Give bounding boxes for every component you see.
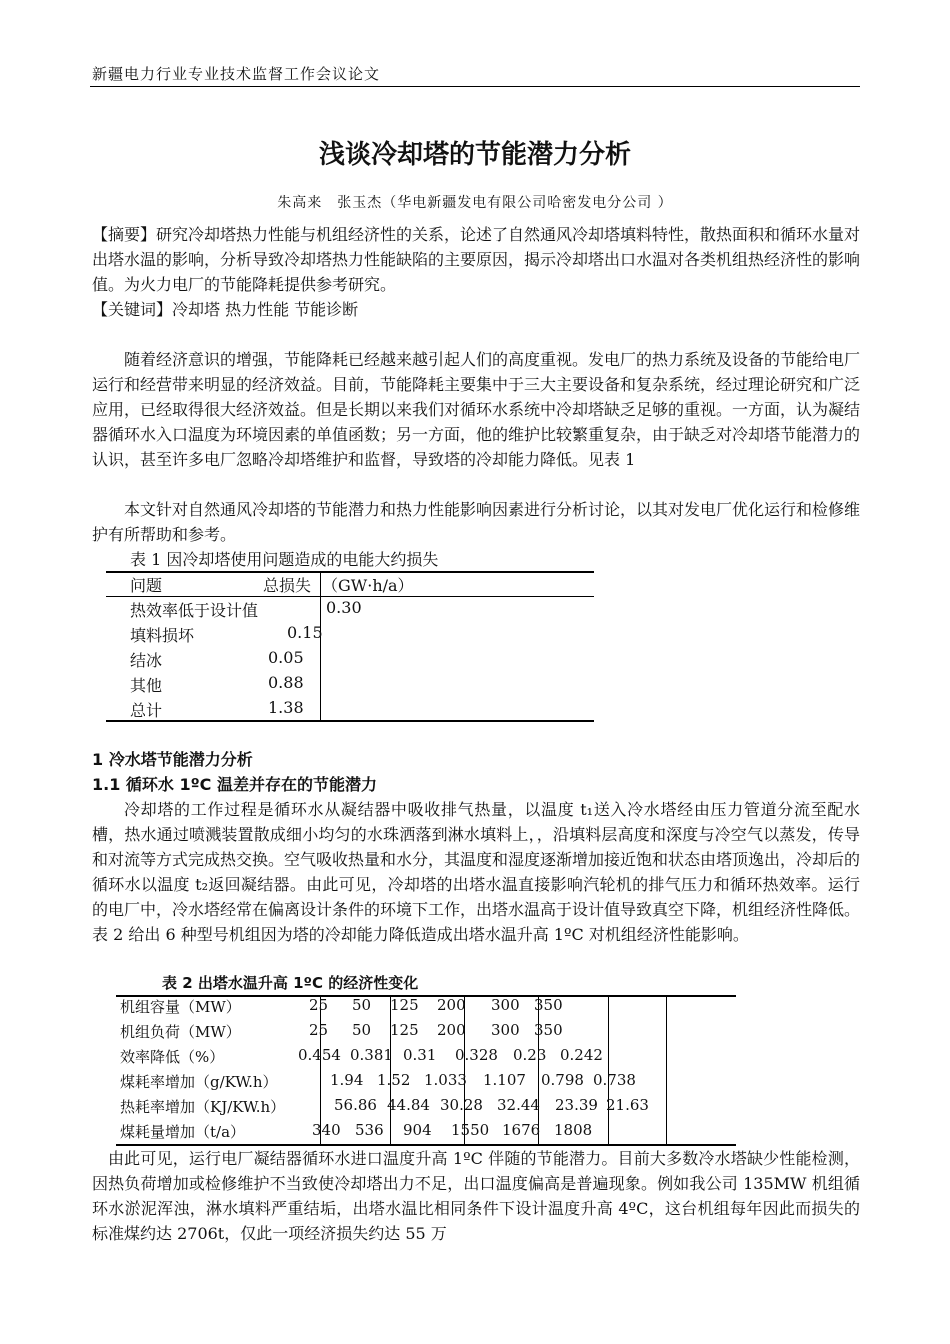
keywords: 【关键词】冷却塔 热力性能 节能诊断 bbox=[92, 300, 359, 319]
table-2-cell: 32.44 bbox=[497, 1096, 540, 1114]
table-2-cell: 1.94 bbox=[330, 1071, 364, 1089]
table-1-row-label: 总计 bbox=[130, 701, 163, 720]
section-1-heading: 1 冷水塔节能潜力分析 bbox=[92, 750, 253, 769]
table-2-cell: 25 bbox=[309, 1021, 329, 1039]
table-2-cell: 0.31 bbox=[403, 1046, 437, 1064]
table-1-col-loss: 总损失 bbox=[263, 576, 312, 595]
table-2-cell: 25 bbox=[309, 996, 329, 1014]
body-paragraph-1: 冷却塔的工作过程是循环水从凝结器中吸收排气热量，以温度 t₁送入冷水塔经由压力管道分流至配水槽，热水通过喷溅装置散成细小均匀的水珠洒落到淋水填料上，，沿填料层高度和深度与冷空气以蒸发，传导和对流等方式完成热交换。空气吸收热量和水分，其温度和湿度逐渐增加接近饱和状态由塔顶逸出，冷却后的循环水以温度 t₂返回凝结器。由此可见，冷却塔的出塔水温直接影响汽轮机的排气压力和循环热效率。运行的电厂中，冷水塔经常在偏离设计条件的环境下工作，出塔水温高于设计值导致真空下降，机组经济性降低。表 2 给出 6 种型号机组因为塔的冷却能力降低造成出塔水温升高 1ºC 对机组经济性能影响。 bbox=[92, 800, 861, 944]
table-2-cell: 50 bbox=[352, 1021, 372, 1039]
body-paragraph-2: 由此可见，运行电厂凝结器循环水进口温度升高 1ºC 伴随的节能潜力。目前大多数冷水塔缺少性能检测，因热负荷增加或检修维护不当致使冷却塔出力不足，出口温度偏高是普遍现象。例如我公司 135MW 机组循环水淤泥浑浊，淋水填料严重结垢，出塔水温比相同条件下设计温度升高 4ºC，这台机组每年因此而损失的标准煤约达 2706t，仅此一项经济损失约达 55 万 bbox=[92, 1149, 860, 1243]
table-1-row-value: 1.38 bbox=[268, 698, 304, 717]
table-2-row-label: 煤耗率增加（g/KW.h） bbox=[120, 1073, 278, 1091]
table-2-cell: 125 bbox=[390, 996, 419, 1014]
table-2-cell: 23.39 bbox=[555, 1096, 598, 1114]
table-1-row-value: 0.30 bbox=[326, 598, 362, 617]
table-2-cell: 350 bbox=[534, 996, 563, 1014]
intro-paragraph-1: 随着经济意识的增强，节能降耗已经越来越引起人们的高度重视。发电厂的热力系统及设备的节能给电厂运行和经营带来明显的经济效益。目前，节能降耗主要集中于三大主要设备和复杂系统，经过理论研究和广泛应用，已经取得很大经济效益。但是长期以来我们对循环水系统中冷却塔缺乏足够的重视。一方面，认为凝结器循环水入口温度为环境因素的单值函数；另一方面，他的维护比较繁重复杂，由于缺乏对冷却塔节能潜力的认识，甚至许多电厂忽略冷却塔维护和监督，导致塔的冷却能力降低。见表 1 bbox=[92, 350, 861, 469]
table-1-row-value: 0.05 bbox=[268, 648, 304, 667]
table-2-row-label: 效率降低（%） bbox=[120, 1048, 225, 1066]
table-1-caption: 表 1 因冷却塔使用问题造成的电能大约损失 bbox=[130, 550, 439, 569]
table-2-cell: 904 bbox=[403, 1121, 432, 1139]
table-2-cell: 0.454 bbox=[298, 1046, 341, 1064]
table-2-cell: 21.63 bbox=[606, 1096, 649, 1114]
table-2-cell: 44.84 bbox=[387, 1096, 430, 1114]
table-2-cell: 340 bbox=[312, 1121, 341, 1139]
table-1-row-label: 填料损坏 bbox=[130, 626, 195, 645]
table-2-cell: 1808 bbox=[554, 1121, 593, 1139]
header-rule bbox=[90, 86, 860, 87]
table-2-cell: 125 bbox=[390, 1021, 419, 1039]
table-2-cell: 0.328 bbox=[455, 1046, 498, 1064]
table-1-col-unit: （GW·h/a） bbox=[322, 576, 414, 595]
table-2-cell: 1.107 bbox=[483, 1071, 526, 1089]
table-1-bottom-rule bbox=[106, 720, 594, 722]
table-1-divider bbox=[320, 571, 321, 721]
table-2-cell: 0.738 bbox=[593, 1071, 636, 1089]
section-1-1-heading: 1.1 循环水 1ºC 温差并存在的节能潜力 bbox=[92, 775, 377, 794]
table-2-cell: 0.23 bbox=[513, 1046, 547, 1064]
table-1-row-label: 热效率低于设计值 bbox=[130, 601, 259, 620]
table-2-cell: 1550 bbox=[451, 1121, 490, 1139]
authors: 朱高来 张玉杰（华电新疆发电有限公司哈密发电分公司 ） bbox=[277, 195, 673, 211]
table-1-col-problem: 问题 bbox=[130, 576, 163, 595]
table-2-row-label: 煤耗量增加（t/a） bbox=[120, 1123, 246, 1141]
table-2-cell: 300 bbox=[491, 996, 520, 1014]
table-1-row-value: 0.88 bbox=[268, 673, 304, 692]
table-1-row-value: 0.15 bbox=[287, 623, 323, 642]
running-header: 新疆电力行业专业技术监督工作会议论文 bbox=[92, 65, 381, 83]
table-2-cell: 30.28 bbox=[440, 1096, 483, 1114]
table-2-row-label: 机组容量（MW） bbox=[120, 998, 241, 1016]
table-2-col-divider bbox=[666, 995, 667, 1145]
table-2-cell: 50 bbox=[352, 996, 372, 1014]
table-1-header-rule bbox=[106, 596, 594, 597]
table-2-cell: 300 bbox=[491, 1021, 520, 1039]
table-2-cell: 200 bbox=[437, 1021, 466, 1039]
intro-paragraph-2: 本文针对自然通风冷却塔的节能潜力和热力性能影响因素进行分析讨论，以其对发电厂优化运行和检修维护有所帮助和参考。 bbox=[92, 500, 861, 544]
table-2-cell: 0.798 bbox=[541, 1071, 584, 1089]
table-2-col-divider bbox=[390, 995, 391, 1145]
table-2-cell: 1.033 bbox=[424, 1071, 467, 1089]
table-2-cell: 0.381 bbox=[350, 1046, 393, 1064]
abstract: 【摘要】研究冷却塔热力性能与机组经济性的关系，论述了自然通风冷却塔填料特性，散热面积和循环水量对出塔水温的影响，分析导致冷却塔热力性能缺陷的主要原因，揭示冷却塔出口水温对各类机组热经济性的影响值。为火力电厂的节能降耗提供参考研究。 bbox=[92, 225, 861, 294]
table-2-cell: 350 bbox=[534, 1021, 563, 1039]
table-2-cell: 56.86 bbox=[334, 1096, 377, 1114]
table-2-cell: 200 bbox=[437, 996, 466, 1014]
table-1-row-label: 结冰 bbox=[130, 651, 163, 670]
table-1-row-label: 其他 bbox=[130, 676, 163, 695]
table-2-cell: 1.52 bbox=[377, 1071, 411, 1089]
table-2-row-label: 机组负荷（MW） bbox=[120, 1023, 241, 1041]
table-2-cell: 1676 bbox=[502, 1121, 541, 1139]
table-2-caption: 表 2 出塔水温升高 1ºC 的经济性变化 bbox=[162, 974, 419, 992]
table-2-row-label: 热耗率增加（KJ/KW.h） bbox=[120, 1098, 286, 1116]
table-2-cell: 0.242 bbox=[560, 1046, 603, 1064]
paper-title: 浅谈冷却塔的节能潜力分析 bbox=[318, 140, 631, 170]
table-2-col-divider bbox=[608, 995, 609, 1145]
table-2-cell: 536 bbox=[355, 1121, 384, 1139]
